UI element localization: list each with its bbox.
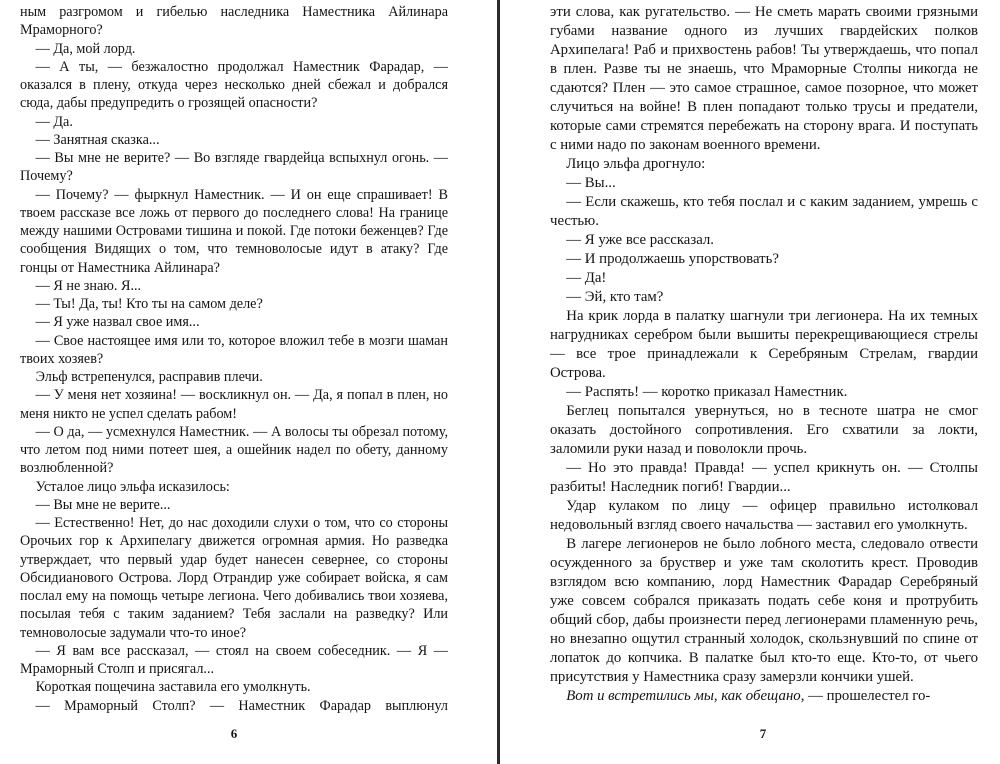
paragraph: Лицо эльфа дрогнуло: [566,156,706,172]
paragraph: На крик лорда в палатку шагнули три легионера. На их темных нагрудниках серебром были вышиты перекрещивающиеся стрелы — все трое принадлежали к Серебряным Стрелам, гвардии Острова. [550,308,978,381]
paragraph: — Я уже все рассказал. [566,232,715,248]
paragraph: Эльф встрепенулся, расправив плечи. [35,369,263,385]
paragraph: — Вы... [566,175,616,191]
right-page-text [550,3,978,706]
paragraph: — Вы мне не верите? — Во взгляде гвардейца вспыхнул огонь. — Почему? [20,150,448,185]
page-number: 7 [759,726,767,741]
paragraph: Беглец попытался увернуться, но в тесноте шатра не смог оказать достойного сопротивления. Его схватили за локти, заломили руки назад и поволокли прочь. [550,403,978,457]
left-page [0,0,496,764]
right-page [503,0,1000,764]
paragraph: В лагере легионеров не было лобного места, следовало отвести осужденного за бруствер и уже там сколотить крест. Проводив взглядом всю компанию, лорд Наместник Фарадар Серебряный уже совсем собрался приказать подать себе коня и протрубить общий сбор, дабы произнести перед легионерами пламенную речь, но внезапно ощутил странный холодок, скользнувший по спине от лопаток до копчика. В палатке был кто-то еще. Кто-то, от чьего присутствия у Наместника сразу замерзли кончики ушей. [550,536,978,685]
book-spine-divider [497,0,500,764]
paragraph: — А ты, — безжалостно продолжал Наместник Фарадар, — оказался в плену, откуда через несколько дней сбежал и добрался сюда, дабы предупредить о грозящей опасности? [20,58,448,112]
paragraph: — Мраморный Столп? — Наместник Фарадар выплюнул [35,697,448,714]
paragraph: эти слова, как ругательство. — Не сметь марать своими грязными губами название одного из лучших гвардейских полков Архипелага! Раб и прихвостень рабов! Ты утверждаешь, что попал в плен. Разве ты не знаешь, что Мраморные Столпы никогда не сдаются? Плен — это самое страшное, самое позорное, что может случиться на войне! В плен попадают только трусы и предатели, которые сами стремятся перебежать на сторону врага. И поступать с ними надо по законам военного времени. [550,4,978,153]
paragraph: — И продолжаешь упорствовать? [566,251,779,267]
paragraph: Короткая пощечина заставила его умолкнуть. [35,679,311,696]
paragraph-continuation: — прошелестел го- [804,688,931,704]
paragraph: — Я вам все рассказал, — стоял на своем собеседник. — Я — Мраморный Столп и присягал... [20,642,448,677]
paragraph: — Если скажешь, кто тебя послал и с каким заданием, умрешь с честью. [550,194,978,229]
paragraph-final-line [550,687,978,706]
paragraph: — Почему? — фыркнул Наместник. — И он еще спрашивает! В твоем рассказе все ложь от первого до последнего слова! На границе между нашими Островами тишина и покой. Где потоки беженцев? Где сообщения Видящих о том, что темноволосые идут в атаку? Где гонцы от Наместника Айлинара? [20,186,448,276]
paragraph: — Да. [35,113,73,130]
paragraph: — Распять! — коротко приказал Наместник. [566,384,848,400]
paragraph: Удар кулаком по лицу — офицер правильно истолковал недовольный взгляд своего начальства — заставил его умолкнуть. [550,498,978,533]
paragraph: — Да! [566,270,607,286]
paragraph: — Я не знаю. Я... [35,277,142,294]
italic-phrase: Вот и встретились мы, как обещано, [566,688,805,704]
paragraph: ным разгромом и гибелью наследника Наместника Айлинара Мраморного? [20,4,448,39]
paragraph: — У меня нет хозяина! — воскликнул он. — Да, я попал в плен, но меня никто не успел сделать рабом! [20,387,448,422]
paragraph: — Свое настоящее имя или то, которое вложил тебе в мозги шаман твоих хозяев? [20,332,448,367]
paragraph: — Ты! Да, ты! Кто ты на самом деле? [35,296,263,312]
paragraph: — О да, — усмехнулся Наместник. — А волосы ты обрезал потому, что летом под ними потеет шея, а ошейник надел по обету, данному возлюбленной? [20,423,448,477]
left-page-text [20,3,448,715]
paragraph: — Я уже назвал свое имя... [35,314,200,331]
paragraph: — Естественно! Нет, до нас доходили слухи о том, что со стороны Орочьих гор к Архипелагу движется огромная армия. Но разведка утверждает, что первый удар будет нанесен севернее, со стороны Обсидианового Острова. Лорд Отрандир уже собирает войска, я сам послал ему на помощь четыре легиона. Чего добивались твои хозяева, посылая тебя с таким заданием? Тебя заслали на разведку? Или темноволосые задумали что-то иное? [20,515,448,641]
paragraph: — Эй, кто там? [566,289,664,305]
paragraph: — Занятная сказка... [35,131,160,148]
page-number: 6 [230,726,238,741]
paragraph: — Но это правда! Правда! — успел крикнуть он. — Столпы разбиты! Наследник погиб! Гвардии... [550,460,978,495]
paragraph: — Вы мне не верите... [35,496,171,513]
paragraph: Усталое лицо эльфа исказилось: [35,478,230,495]
paragraph: — Да, мой лорд. [35,40,136,57]
